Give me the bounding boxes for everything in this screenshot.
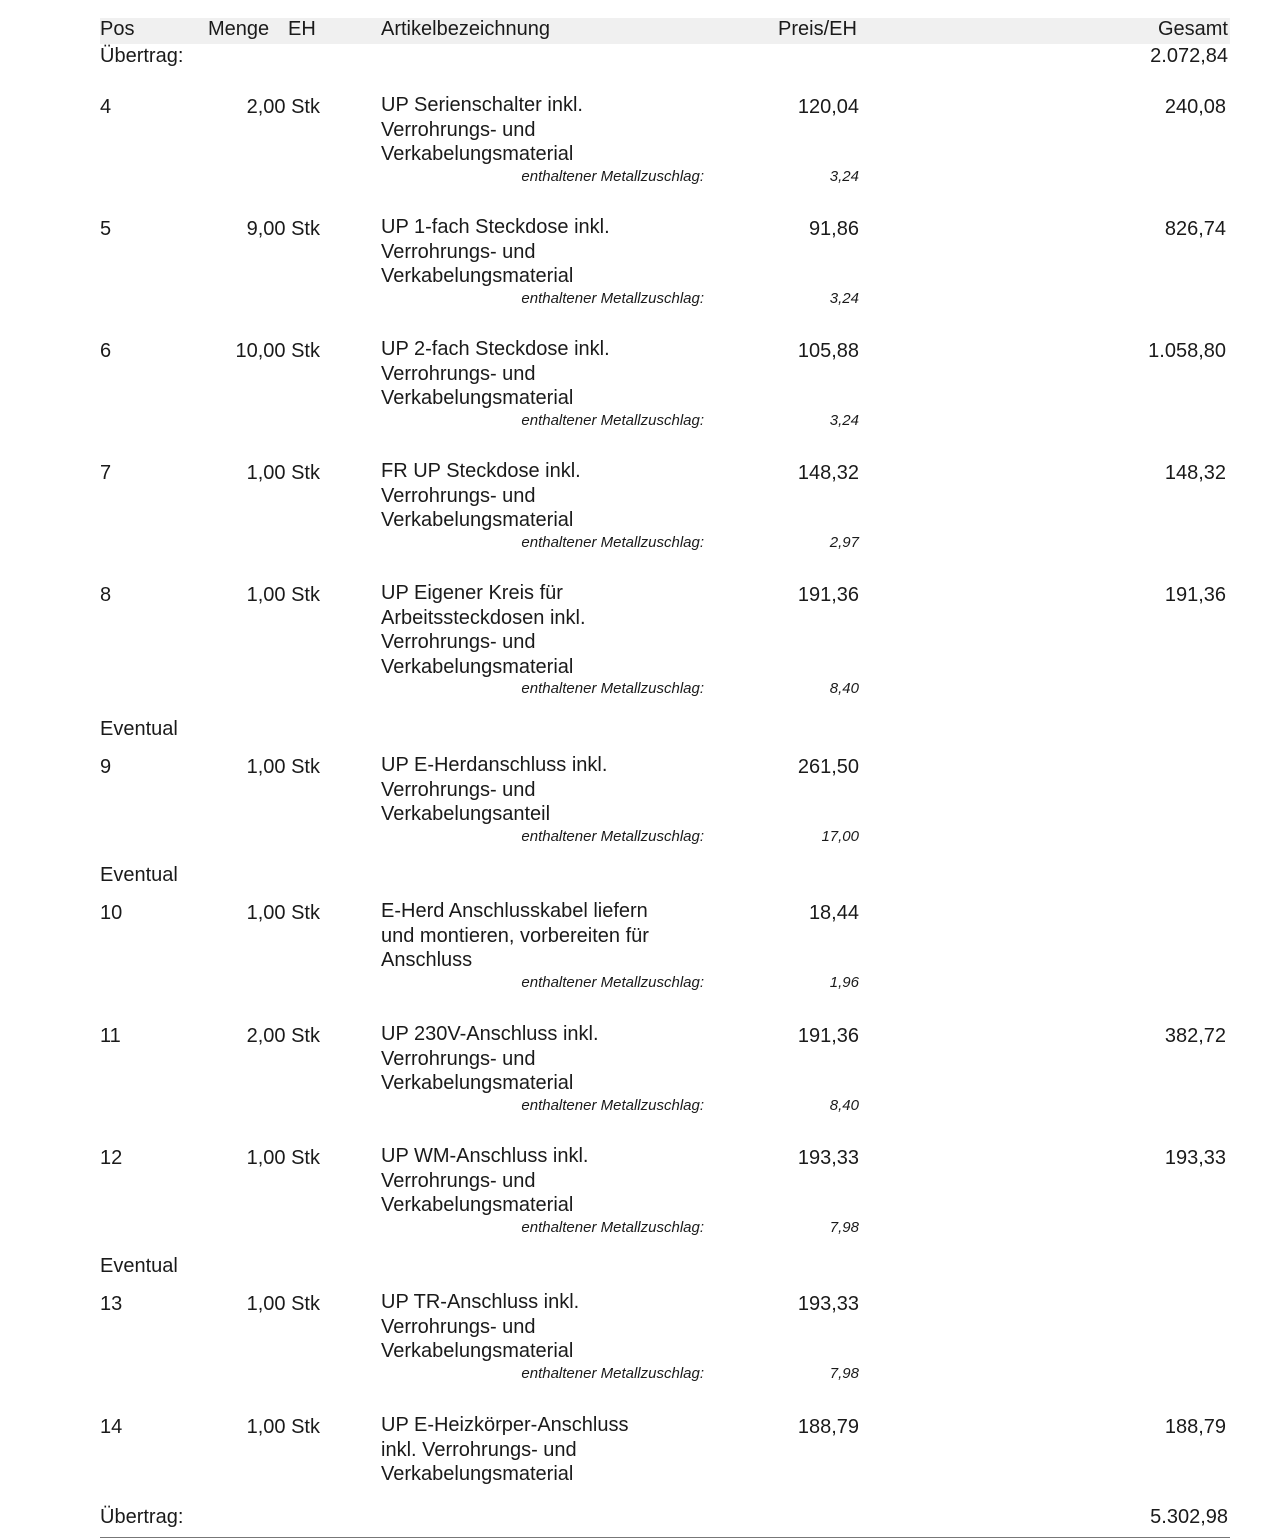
metal-surcharge-value: 2,97: [829, 533, 859, 551]
position-unit-price: 18,44: [808, 902, 859, 924]
position-number: 5: [100, 218, 112, 240]
position-quantity: 1,00 Stk: [246, 584, 320, 606]
position-quantity: 2,00 Stk: [246, 1025, 320, 1047]
position-quantity: 9,00 Stk: [246, 218, 320, 240]
carry-over-bottom: [100, 1506, 1230, 1538]
position-unit-price: 261,50: [797, 756, 859, 778]
metal-surcharge-label: enthaltener Metallzuschlag:: [521, 167, 704, 185]
carry-over-value: 5.302,98: [1150, 1506, 1228, 1528]
metal-surcharge-label: enthaltener Metallzuschlag:: [521, 680, 704, 698]
position-unit-price: 191,36: [797, 584, 859, 606]
position-unit-price: 120,04: [797, 96, 859, 118]
position-unit-price: 193,33: [797, 1147, 859, 1169]
position-number: 6: [100, 340, 112, 362]
header-menge: Menge: [208, 18, 270, 40]
position-description: FR UP Steckdose inkl. Verrohrungs- und Verkabelungsmaterial: [381, 460, 581, 532]
position-unit-price: 193,33: [797, 1293, 859, 1315]
position-description: UP E-Herdanschluss inkl. Verrohrungs- und Verkabelungsanteil: [381, 754, 608, 826]
position-total: 148,32: [1164, 462, 1226, 484]
metal-surcharge-value: 7,98: [829, 1364, 859, 1382]
header-eh: EH: [288, 18, 316, 40]
carry-over-label: Übertrag:: [100, 1506, 184, 1528]
position-description: UP WM-Anschluss inkl. Verrohrungs- und Verkabelungsmaterial: [381, 1145, 589, 1217]
position-number: 12: [100, 1147, 123, 1169]
carry-over-value: 2.072,84: [1150, 45, 1228, 67]
carry-over-label: Übertrag:: [100, 45, 184, 67]
position-unit-price: 191,36: [797, 1025, 859, 1047]
metal-surcharge-value: 17,00: [821, 827, 859, 845]
eventual-label: Eventual: [100, 718, 178, 740]
header-pos: Pos: [100, 18, 135, 40]
header-preis: Preis/EH: [778, 18, 857, 40]
position-number: 8: [100, 584, 112, 606]
position-total: 826,74: [1164, 218, 1226, 240]
position-quantity: 2,00 Stk: [246, 96, 320, 118]
position-number: 10: [100, 902, 123, 924]
header-artikel: Artikelbezeichnung: [381, 18, 550, 40]
position-total: 382,72: [1164, 1025, 1226, 1047]
eventual-label: Eventual: [100, 1255, 178, 1277]
position-unit-price: 148,32: [797, 462, 859, 484]
position-description: UP 1-fach Steckdose inkl. Verrohrungs- und Verkabelungsmaterial: [381, 216, 610, 288]
metal-surcharge-value: 3,24: [829, 411, 859, 429]
carry-over-top: [100, 45, 1230, 71]
position-quantity: 1,00 Stk: [246, 902, 320, 924]
metal-surcharge-label: enthaltener Metallzuschlag:: [521, 289, 704, 307]
position-unit-price: 188,79: [797, 1416, 859, 1438]
metal-surcharge-value: 7,98: [829, 1218, 859, 1236]
metal-surcharge-value: 8,40: [829, 1096, 859, 1114]
position-number: 13: [100, 1293, 123, 1315]
metal-surcharge-label: enthaltener Metallzuschlag:: [521, 973, 704, 991]
position-total: 191,36: [1164, 584, 1226, 606]
position-description: UP Eigener Kreis für Arbeitssteckdosen inkl. Verrohrungs- und Verkabelungsmaterial: [381, 582, 586, 678]
header-gesamt: Gesamt: [1157, 18, 1228, 40]
position-quantity: 1,00 Stk: [246, 1293, 320, 1315]
metal-surcharge-label: enthaltener Metallzuschlag:: [521, 1218, 704, 1236]
position-number: 14: [100, 1416, 123, 1438]
position-description: UP E-Heizkörper-Anschluss inkl. Verrohrungs- und Verkabelungsmaterial: [381, 1414, 629, 1486]
metal-surcharge-value: 8,40: [829, 680, 859, 698]
metal-surcharge-label: enthaltener Metallzuschlag:: [521, 1096, 704, 1114]
position-description: UP 2-fach Steckdose inkl. Verrohrungs- und Verkabelungsmaterial: [381, 338, 610, 410]
position-number: 11: [100, 1025, 121, 1047]
position-quantity: 1,00 Stk: [246, 1147, 320, 1169]
metal-surcharge-label: enthaltener Metallzuschlag:: [521, 827, 704, 845]
position-unit-price: 105,88: [797, 340, 859, 362]
position-total: 240,08: [1164, 96, 1226, 118]
position-description: UP TR-Anschluss inkl. Verrohrungs- und Verkabelungsmaterial: [381, 1291, 580, 1363]
position-quantity: 10,00 Stk: [235, 340, 320, 362]
position-number: 4: [100, 96, 112, 118]
position-number: 7: [100, 462, 112, 484]
metal-surcharge-label: enthaltener Metallzuschlag:: [521, 533, 704, 551]
metal-surcharge-label: enthaltener Metallzuschlag:: [521, 1364, 704, 1382]
metal-surcharge-label: enthaltener Metallzuschlag:: [521, 411, 704, 429]
position-description: UP 230V-Anschluss inkl. Verrohrungs- und Verkabelungsmaterial: [381, 1023, 599, 1095]
position-description: E-Herd Anschlusskabel liefern und montieren, vorbereiten für Anschluss: [381, 900, 649, 972]
metal-surcharge-value: 1,96: [829, 973, 859, 991]
position-quantity: 1,00 Stk: [246, 462, 320, 484]
table-header: [100, 18, 1230, 44]
position-total: 1.058,80: [1148, 340, 1226, 362]
eventual-label: Eventual: [100, 864, 178, 886]
position-description: UP Serienschalter inkl. Verrohrungs- und Verkabelungsmaterial: [381, 94, 583, 166]
position-total: 193,33: [1164, 1147, 1226, 1169]
metal-surcharge-value: 3,24: [829, 167, 859, 185]
position-unit-price: 91,86: [808, 218, 859, 240]
position-number: 9: [100, 756, 112, 778]
position-total: 188,79: [1164, 1416, 1226, 1438]
position-quantity: 1,00 Stk: [246, 1416, 320, 1438]
metal-surcharge-value: 3,24: [829, 289, 859, 307]
position-quantity: 1,00 Stk: [246, 756, 320, 778]
